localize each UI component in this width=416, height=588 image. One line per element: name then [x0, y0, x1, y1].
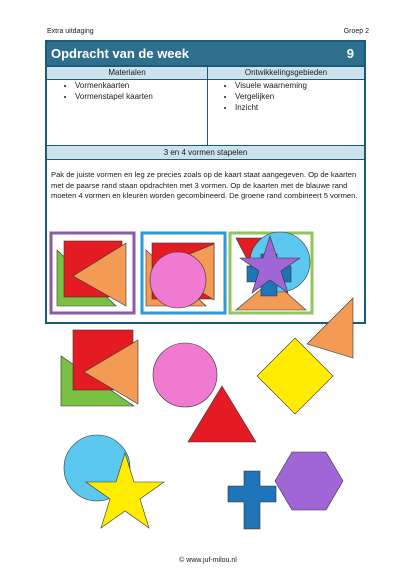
instructions-text: Pak de juiste vormen en leg ze precies zoals op de kaart staat aangegeven. Op de kaarten met de paarse rand staan opdrachten met 3 vormen. Op de kaarten met de blauwe rand moeten 4 vormen en kleuren worden gecombineerd. De groene rand combineert 5 vormen.	[51, 170, 358, 201]
materials-item: • Vormenstapel kaarten	[75, 91, 153, 102]
orange-triangle-shape	[307, 298, 353, 358]
development-item: • Visuele waarneming	[235, 80, 307, 91]
shape-card-purple	[51, 233, 134, 313]
materials-heading: Materialen	[47, 67, 208, 80]
header-class-label: Groep 2	[343, 28, 369, 35]
page-title: Opdracht van de week	[51, 46, 189, 61]
blue-cross-shape	[228, 471, 276, 529]
development-item: • Vergelijken	[235, 91, 307, 102]
loose-shapes	[61, 298, 353, 529]
development-item: • Inzicht	[235, 102, 307, 113]
purple-hexagon-shape	[275, 452, 343, 510]
pink-circle-shape	[153, 343, 217, 407]
shape-card-green	[230, 232, 312, 313]
pink-circle-shape	[150, 252, 206, 308]
week-number: 9	[346, 46, 354, 61]
section-heading: 3 en 4 vormen stapelen	[47, 145, 364, 160]
footer-copyright: © www.juf-milou.nl	[179, 557, 237, 564]
shape-card-blue	[142, 233, 225, 313]
yellow-diamond-shape	[257, 338, 333, 414]
header-group-label: Extra uitdaging	[47, 28, 94, 35]
development-heading: Ontwikkelingsgebieden	[208, 67, 364, 80]
materials-item: • Vormenkaarten	[75, 80, 153, 91]
